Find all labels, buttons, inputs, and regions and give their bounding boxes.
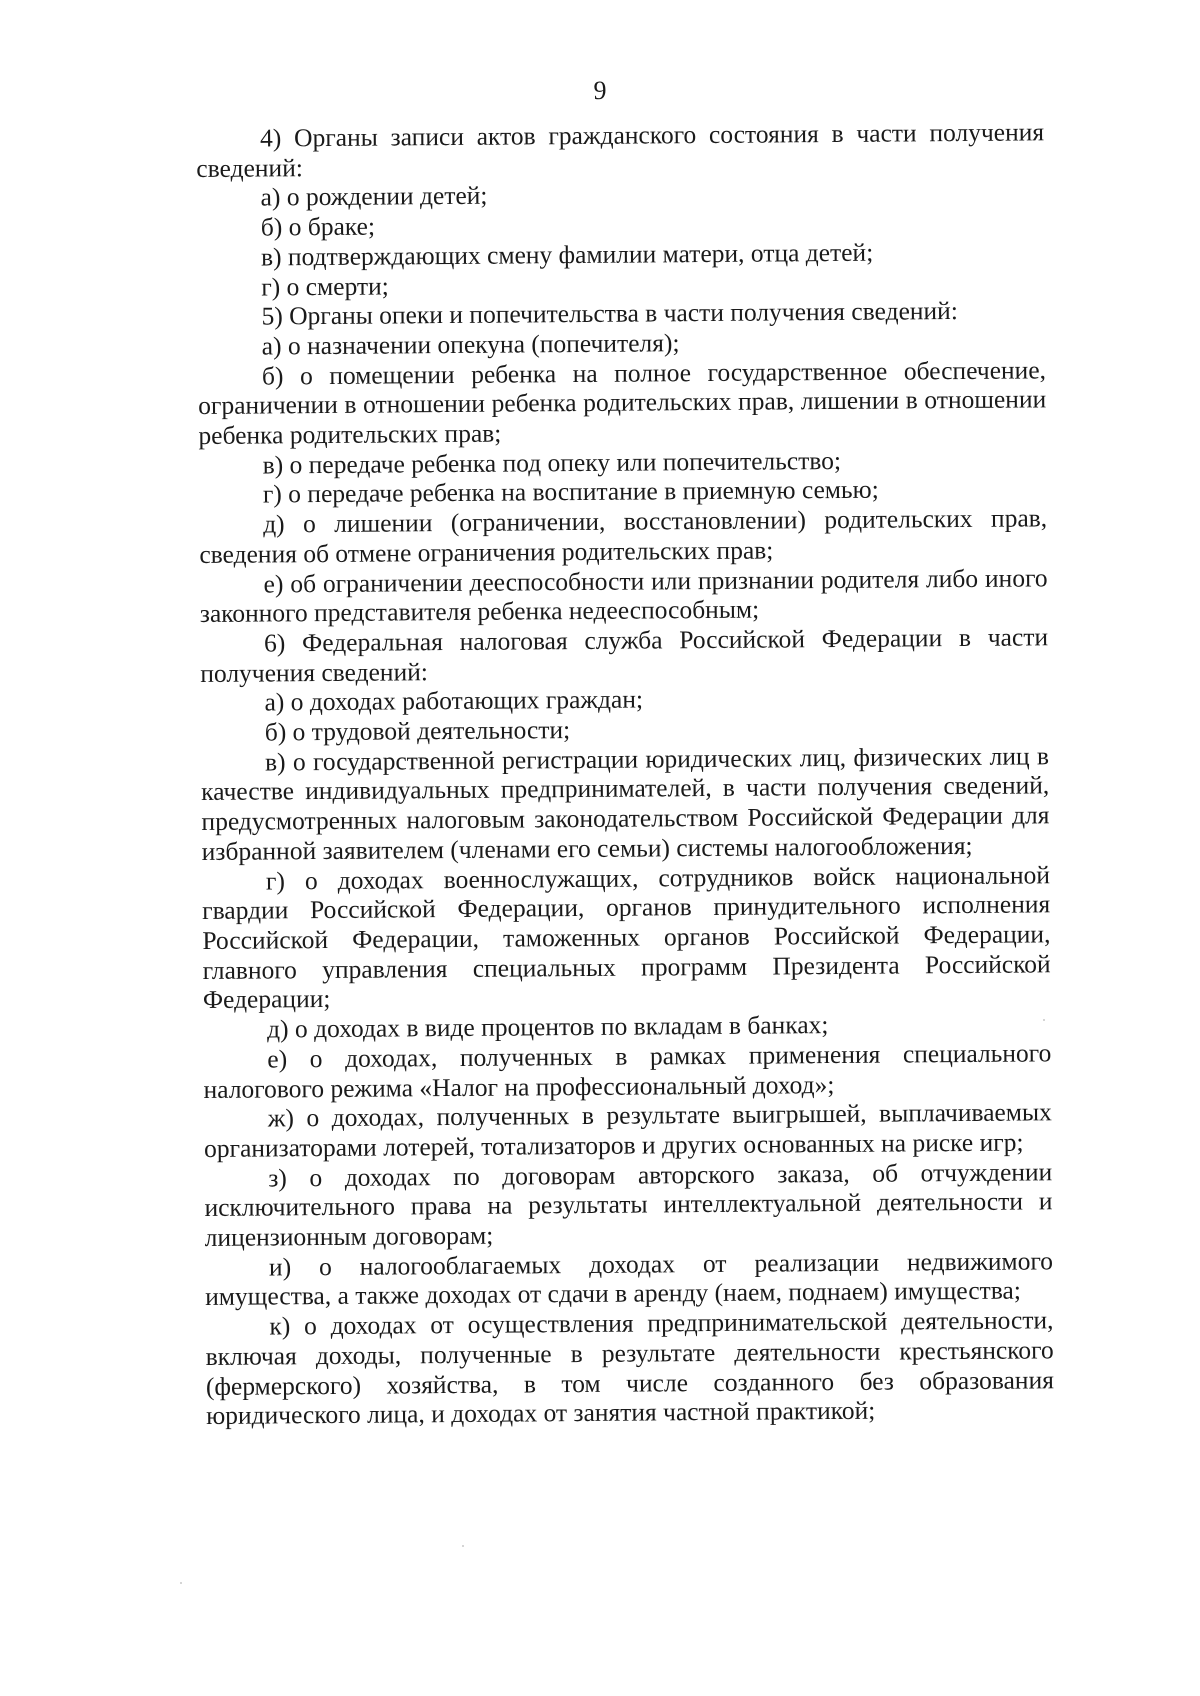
subitem-5b-state-care: б) о помещении ребенка на полное государственное обеспечение, ограничении в отношении ребенка родительских прав, лишении в отношении ребенка родительских прав; <box>198 354 1047 451</box>
subitem-6d-deposit-interest: д) о доходах в виде процентов по вкладам в банках; <box>266 1010 829 1044</box>
document-body <box>196 117 1054 1431</box>
subitem-5d-parental-rights: д) о лишении (ограничении, восстановлении) родительских прав, сведения об отмене ограничения родительских прав; <box>199 503 1048 569</box>
subitem-5g-foster-family: г) о передаче ребенка на воспитание в приемную семью; <box>262 475 879 509</box>
subitem-6z-copyright-income: з) о доходах по договорам авторского заказа, об отчуждении исключительного права на результаты интеллектуальной деятельности и лицензионным договорам; <box>204 1156 1053 1252</box>
subitem-6g-service-income: г) о доходах военнослужащих, сотрудников войск национальной гвардии Российской Федерации, органов принудительного исполнения Российской Федерации, таможенных органов Российской Федерации, главного управления специальных программ Президента Российской Федерации; <box>202 859 1051 1015</box>
subitem-6v-state-registration: в) о государственной регистрации юридических лиц, физических лиц в качестве индивидуальных предпринимателей, в части получения сведений, предусмотренных налоговым законодательством Российской Федерации для избранной заявителем (членами его семьи) системы налогообложения; <box>201 741 1050 866</box>
subitem-4a-birth: а) о рождении детей; <box>260 181 488 212</box>
subitem-6zh-winnings: ж) о доходах, полученных в результате выигрышей, выплачиваемых организаторами лотерей, тотализаторов и других основанных на риске игр; <box>203 1097 1052 1163</box>
subitem-5a-guardian-appointment: а) о назначении опекуна (попечителя); <box>261 328 680 361</box>
subitem-6i-real-estate-income: и) о налогооблагаемых доходах от реализации недвижимого имущества, а также доходах от сдачи в аренду (наем, поднаем) имущества; <box>205 1246 1054 1312</box>
paragraph-item-4-civil-registry: 4) Органы записи актов гражданского состояния в части получения сведений: <box>196 117 1045 183</box>
subitem-6a-employee-income: а) о доходах работающих граждан; <box>264 684 644 717</box>
subitem-6b-employment: б) о трудовой деятельности; <box>264 715 571 747</box>
subitem-6e-professional-income-tax: е) о доходах, полученных в рамках применения специального налогового режима «Налог на профессиональный доход»; <box>203 1038 1052 1104</box>
paragraph-item-5-guardianship: 5) Органы опеки и попечительства в части получения сведений: <box>261 296 958 331</box>
subitem-4g-death: г) о смерти; <box>261 271 389 302</box>
subitem-5v-custody-transfer: в) о передаче ребенка под опеку или попечительство; <box>262 445 842 480</box>
subitem-4v-name-change: в) подтверждающих смену фамилии матери, отца детей; <box>260 237 874 272</box>
paragraph-item-6-tax-service: 6) Федеральная налоговая служба Российской Федерации в части получения сведений: <box>200 622 1049 688</box>
scan-speck <box>1043 1019 1045 1021</box>
subitem-4b-marriage: б) о браке; <box>260 211 376 242</box>
page-number: 9 <box>593 76 607 105</box>
scan-speck <box>180 1582 182 1584</box>
subitem-6k-business-income: к) о доходах от осуществления предпринимательской деятельности, включая доходы, полученные в результате деятельности крестьянского (фермерского) хозяйства, в том числе созданного без образования юридического лица, и доходах от занятия частной практикой; <box>205 1305 1054 1431</box>
scan-speck <box>462 1545 464 1547</box>
subitem-5e-legal-capacity: е) об ограничении дееспособности или признании родителя либо иного законного представителя ребенка недееспособным; <box>199 562 1048 629</box>
